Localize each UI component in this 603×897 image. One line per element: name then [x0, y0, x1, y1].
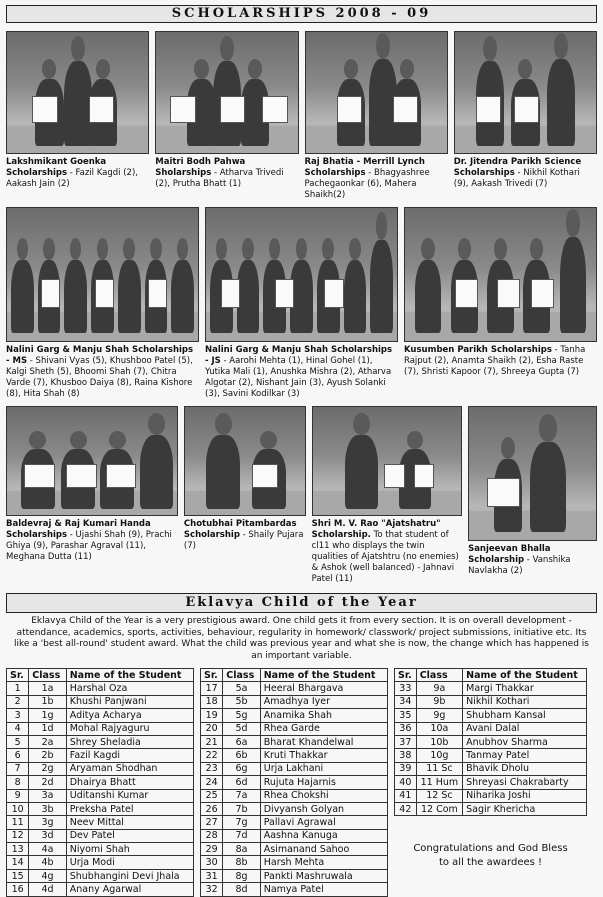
student-name-cell: Amadhya Iyer: [260, 695, 387, 708]
photo-caption: Chotubhai Pitambardas Scholarship - Shaily Pujara (7): [183, 519, 304, 551]
table-row: [201, 682, 388, 695]
sr-cell: 36: [395, 722, 417, 735]
student-name-cell: Niharika Joshi: [463, 789, 587, 802]
table-row: [7, 869, 194, 882]
scholarship-photo: [155, 31, 298, 154]
class-cell: 6a: [223, 735, 260, 748]
sr-cell: 16: [7, 883, 29, 896]
student-name-cell: Avani Dalal: [463, 722, 587, 735]
table-row: [201, 735, 388, 748]
awardee-table-2: [200, 668, 388, 897]
photo-card: [6, 31, 149, 201]
class-cell: 10b: [416, 735, 462, 748]
col-sr: Sr.: [7, 669, 29, 682]
class-cell: 11 Hum: [416, 776, 462, 789]
scholarship-photo: [184, 406, 306, 516]
sr-cell: 41: [395, 789, 417, 802]
table-row: [201, 695, 388, 708]
class-cell: 5b: [223, 695, 260, 708]
photo-card: [312, 406, 462, 585]
class-cell: 9g: [416, 709, 462, 722]
sr-cell: 4: [7, 722, 29, 735]
class-cell: 7g: [223, 816, 260, 829]
table-row: [201, 709, 388, 722]
table-row: [201, 856, 388, 869]
student-name-cell: Aashna Kanuga: [260, 829, 387, 842]
student-name-cell: Anamika Shah: [260, 709, 387, 722]
student-name-cell: Bhavik Dholu: [463, 762, 587, 775]
class-cell: 5a: [223, 682, 260, 695]
student-name-cell: Namya Patel: [260, 883, 387, 896]
class-cell: 4g: [29, 869, 66, 882]
class-cell: 2g: [29, 762, 66, 775]
class-cell: 9b: [416, 695, 462, 708]
photo-caption: Lakshmikant Goenka Scholarships - Fazil Kagdi (2), Aakash Jain (2): [6, 157, 138, 189]
table-row: [395, 749, 587, 762]
class-cell: 7a: [223, 789, 260, 802]
sr-cell: 25: [201, 789, 223, 802]
class-cell: 3b: [29, 802, 66, 815]
eklavya-intro: Eklavya Child of the Year is a very prestigious award. One child gets it from every section. It is on overall development - attendance, academics, sports, activities, behaviour, regularity in homework/ classwork/ project submissions, initiative etc. Its like a 'best all-round' student award. What the child was previous year and what she is now, the change which has happened is an important variable.: [14, 616, 589, 661]
third-column: [394, 668, 587, 897]
sr-cell: 26: [201, 802, 223, 815]
class-cell: 11 Sc: [416, 762, 462, 775]
sr-cell: 20: [201, 722, 223, 735]
class-cell: 2d: [29, 776, 66, 789]
student-name-cell: Nikhil Kothari: [463, 695, 587, 708]
photo-card: [184, 406, 306, 585]
col-sr: Sr.: [201, 669, 223, 682]
table-row: [7, 709, 194, 722]
student-name-cell: Shreyasi Chakrabarty: [463, 776, 587, 789]
sr-cell: 8: [7, 776, 29, 789]
student-name-cell: Dev Patel: [66, 829, 193, 842]
table-row: [395, 709, 587, 722]
table-row: [7, 682, 194, 695]
class-cell: 5g: [223, 709, 260, 722]
sr-cell: 10: [7, 802, 29, 815]
scholarship-photo: [6, 207, 199, 342]
awardee-tables: [6, 668, 597, 897]
class-cell: 10a: [416, 722, 462, 735]
class-cell: 10g: [416, 749, 462, 762]
table-row: [7, 883, 194, 896]
class-cell: 8a: [223, 843, 260, 856]
student-name-cell: Pallavi Agrawal: [260, 816, 387, 829]
scholarship-photo: [6, 31, 149, 154]
photo-row-2: [6, 207, 597, 400]
student-name-cell: Aditya Acharya: [66, 709, 193, 722]
student-name-cell: Asimanand Sahoo: [260, 843, 387, 856]
col-name: Name of the Student: [260, 669, 387, 682]
student-name-cell: Harshal Oza: [66, 682, 193, 695]
table-row: [7, 749, 194, 762]
table-row: [201, 749, 388, 762]
table-row: [395, 762, 587, 775]
sr-cell: 42: [395, 802, 417, 815]
table-header-row: [7, 669, 194, 682]
photo-caption: Nalini Garg & Manju Shah Scholarships - MS - Shivani Vyas (5), Khushboo Patel (5), Kalgi Sheth (5), Bhoomi Shah (7), Chitra Varde (7), Khusboo Daiya (8), Raina Kishore (8), Hita Shah (8): [6, 345, 194, 399]
class-cell: 9a: [416, 682, 462, 695]
table-row: [395, 722, 587, 735]
class-cell: 4b: [29, 856, 66, 869]
table-row: [201, 843, 388, 856]
table-row: [201, 776, 388, 789]
photo-row-3: [6, 406, 597, 585]
student-name-cell: Niyomi Shah: [66, 843, 193, 856]
table-row: [7, 802, 194, 815]
sr-cell: 37: [395, 735, 417, 748]
sr-cell: 34: [395, 695, 417, 708]
class-cell: 7b: [223, 802, 260, 815]
student-name-cell: Neev Mittal: [66, 816, 193, 829]
scholarship-photo: [6, 406, 178, 516]
photo-caption: Baldevraj & Raj Kumari Handa Scholarships - Ujashi Shah (9), Prachi Ghiya (9), Parashar Agraval (11), Meghana Dutta (11): [6, 519, 172, 562]
sr-cell: 9: [7, 789, 29, 802]
student-name-cell: Uditanshi Kumar: [66, 789, 193, 802]
student-name-cell: Dhairya Bhatt: [66, 776, 193, 789]
student-name-cell: Pankti Mashruwala: [260, 869, 387, 882]
photo-caption: Kusumben Parikh Scholarships - Tanha Rajput (2), Anamta Shaikh (2), Esha Raste (7), Shristi Kapoor (7), Shreeya Gupta (7): [404, 345, 586, 377]
sr-cell: 1: [7, 682, 29, 695]
table-row: [201, 762, 388, 775]
student-name-cell: Urja Lakhani: [260, 762, 387, 775]
sr-cell: 28: [201, 829, 223, 842]
sr-cell: 33: [395, 682, 417, 695]
table-row: [395, 695, 587, 708]
table-row: [201, 829, 388, 842]
sr-cell: 3: [7, 709, 29, 722]
student-name-cell: Shrey Sheladia: [66, 735, 193, 748]
sr-cell: 39: [395, 762, 417, 775]
table-row: [201, 816, 388, 829]
sr-cell: 27: [201, 816, 223, 829]
eklavya-title: Eklavya Child of the Year: [6, 593, 597, 613]
sr-cell: 7: [7, 762, 29, 775]
table-row: [7, 735, 194, 748]
photo-card: [6, 406, 178, 585]
class-cell: 2b: [29, 749, 66, 762]
student-name-cell: Rhea Garde: [260, 722, 387, 735]
student-name-cell: Heeral Bhargava: [260, 682, 387, 695]
student-name-cell: Bharat Khandelwal: [260, 735, 387, 748]
sr-cell: 17: [201, 682, 223, 695]
class-cell: 8b: [223, 856, 260, 869]
table-row: [7, 722, 194, 735]
col-name: Name of the Student: [66, 669, 193, 682]
student-name-cell: Anubhov Sharma: [463, 735, 587, 748]
table-header-row: [395, 669, 587, 682]
scholarship-photo: [205, 207, 398, 342]
sr-cell: 6: [7, 749, 29, 762]
photo-caption: Shri M. V. Rao "Ajatshatru" Scholarship. To that student of cl11 who displays the twin qualities of Ajatshtru (no enemies) & Ashok (well balanced) - Jahnavi Patel (11): [311, 519, 459, 584]
scholarship-photo: [404, 207, 597, 342]
table-row: [395, 789, 587, 802]
sr-cell: 19: [201, 709, 223, 722]
class-cell: 1b: [29, 695, 66, 708]
student-name-cell: Divyansh Golyan: [260, 802, 387, 815]
photo-card: [155, 31, 298, 201]
student-name-cell: Shubham Kansal: [463, 709, 587, 722]
sr-cell: 35: [395, 709, 417, 722]
class-cell: 1a: [29, 682, 66, 695]
student-name-cell: Rujuta Hajarnis: [260, 776, 387, 789]
table-row: [7, 856, 194, 869]
class-cell: 6d: [223, 776, 260, 789]
class-cell: 6g: [223, 762, 260, 775]
col-class: Class: [223, 669, 260, 682]
sr-cell: 31: [201, 869, 223, 882]
student-name-cell: Tanmay Patel: [463, 749, 587, 762]
scholarship-photo: [468, 406, 597, 541]
photo-card: [454, 31, 597, 201]
photo-row-1: [6, 31, 597, 201]
congrats-message: Congratulations and God Bless to all the awardees !: [413, 843, 568, 869]
photo-caption: Dr. Jitendra Parikh Science Scholarships - Nikhil Kothari (9), Aakash Trivedi (7): [453, 157, 582, 189]
sr-cell: 14: [7, 856, 29, 869]
class-cell: 7d: [223, 829, 260, 842]
student-name-cell: Preksha Patel: [66, 802, 193, 815]
sr-cell: 15: [7, 869, 29, 882]
sr-cell: 29: [201, 843, 223, 856]
student-name-cell: Urja Modi: [66, 856, 193, 869]
student-name-cell: Shubhangini Devi Jhala: [66, 869, 193, 882]
photo-caption: Sanjeevan Bhalla Scholarship - Vanshika Navlakha (2): [468, 544, 571, 576]
sr-cell: 30: [201, 856, 223, 869]
table-row: [7, 843, 194, 856]
class-cell: 6b: [223, 749, 260, 762]
col-class: Class: [416, 669, 462, 682]
sr-cell: 23: [201, 762, 223, 775]
class-cell: 8g: [223, 869, 260, 882]
scholarships-banner: SCHOLARSHIPS 2008 - 09: [6, 5, 597, 23]
table-row: [395, 802, 587, 815]
table-header-row: [201, 669, 388, 682]
photo-caption: Nalini Garg & Manju Shah Scholarships - JS - Aarohi Mehta (1), Hinal Gohel (1), Yutika Mali (1), Anushka Mishra (2), Atharva Algotar (2), Nishant Jain (3), Ayush Solanki (3), Savini Kodilkar (3): [205, 345, 393, 399]
student-name-cell: Rhea Chokshi: [260, 789, 387, 802]
student-name-cell: Harsh Mehta: [260, 856, 387, 869]
sr-cell: 21: [201, 735, 223, 748]
student-name-cell: Anany Agarwal: [66, 883, 193, 896]
student-name-cell: Margi Thakkar: [463, 682, 587, 695]
sr-cell: 12: [7, 829, 29, 842]
table-row: [7, 789, 194, 802]
class-cell: 1d: [29, 722, 66, 735]
photo-card: [404, 207, 597, 400]
table-row: [7, 695, 194, 708]
col-class: Class: [29, 669, 66, 682]
class-cell: 3d: [29, 829, 66, 842]
sr-cell: 2: [7, 695, 29, 708]
table-row: [7, 829, 194, 842]
student-name-cell: Sagir Khericha: [463, 802, 587, 815]
table-row: [201, 802, 388, 815]
class-cell: 8d: [223, 883, 260, 896]
sr-cell: 40: [395, 776, 417, 789]
scholarship-photo: [312, 406, 462, 516]
photo-card: [6, 207, 199, 400]
photo-card: [205, 207, 398, 400]
table-row: [395, 735, 587, 748]
table-row: [395, 682, 587, 695]
awardee-table-1: [6, 668, 194, 897]
sr-cell: 18: [201, 695, 223, 708]
photo-caption: Raj Bhatia - Merrill Lynch Scholarships - Bhagyashree Pachegaonkar (6), Mahera Shaikh(2): [304, 157, 430, 200]
sr-cell: 13: [7, 843, 29, 856]
table-row: [7, 816, 194, 829]
table-row: [201, 789, 388, 802]
class-cell: 4a: [29, 843, 66, 856]
col-name: Name of the Student: [463, 669, 587, 682]
photo-card: [468, 406, 597, 585]
photo-card: [305, 31, 448, 201]
sr-cell: 38: [395, 749, 417, 762]
class-cell: 12 Sc: [416, 789, 462, 802]
sr-cell: 24: [201, 776, 223, 789]
awardee-table-3: [394, 668, 587, 816]
student-name-cell: Khushi Panjwani: [66, 695, 193, 708]
table-row: [7, 776, 194, 789]
table-row: [201, 883, 388, 896]
table-row: [7, 762, 194, 775]
student-name-cell: Fazil Kagdi: [66, 749, 193, 762]
class-cell: 1g: [29, 709, 66, 722]
col-sr: Sr.: [395, 669, 417, 682]
sr-cell: 11: [7, 816, 29, 829]
class-cell: 5d: [223, 722, 260, 735]
student-name-cell: Kruti Thakkar: [260, 749, 387, 762]
photo-caption: Maitri Bodh Pahwa Sholarships - Atharva Trivedi (2), Prutha Bhatt (1): [155, 157, 284, 189]
class-cell: 2a: [29, 735, 66, 748]
student-name-cell: Mohal Rajyaguru: [66, 722, 193, 735]
class-cell: 3a: [29, 789, 66, 802]
class-cell: 4d: [29, 883, 66, 896]
sr-cell: 5: [7, 735, 29, 748]
class-cell: 12 Com: [416, 802, 462, 815]
sr-cell: 32: [201, 883, 223, 896]
student-name-cell: Aryaman Shodhan: [66, 762, 193, 775]
scholarship-photo: [305, 31, 448, 154]
class-cell: 3g: [29, 816, 66, 829]
table-row: [395, 776, 587, 789]
table-row: [201, 869, 388, 882]
sr-cell: 22: [201, 749, 223, 762]
table-row: [201, 722, 388, 735]
scholarship-photo: [454, 31, 597, 154]
